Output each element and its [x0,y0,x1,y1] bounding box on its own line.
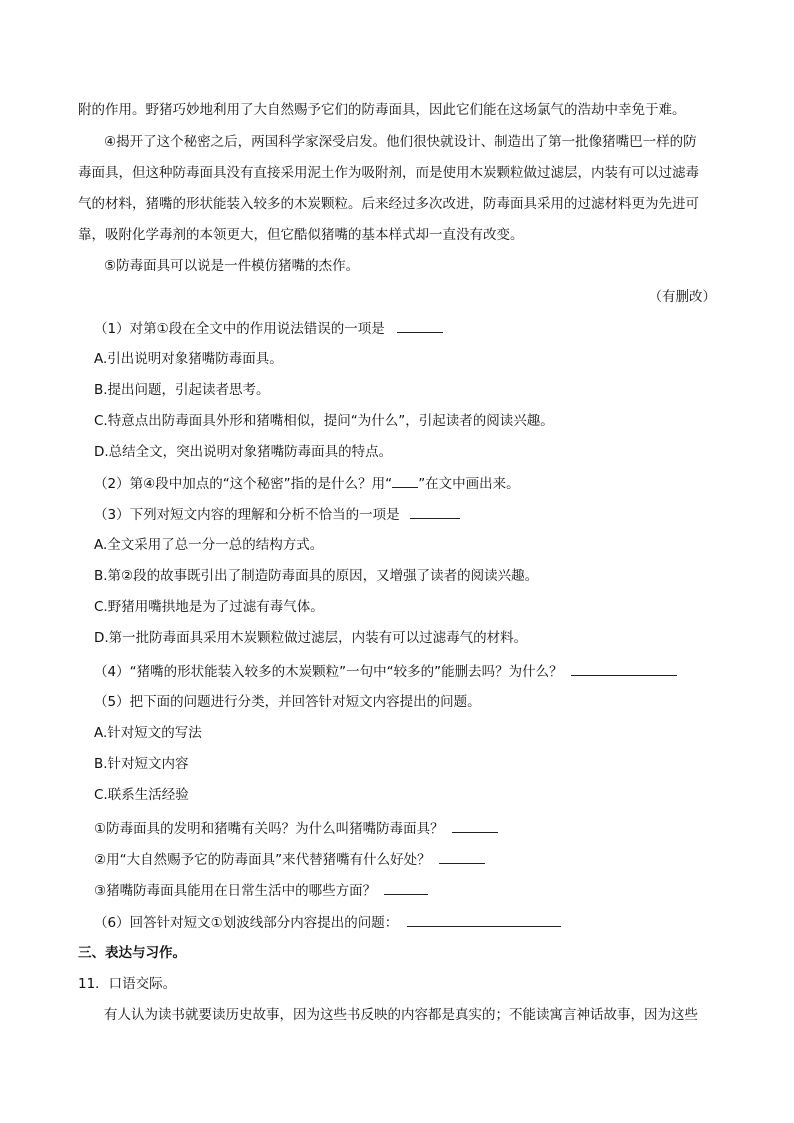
sub-question-2-text: ②用“大自然赐予它的防毒面具”来代替猪嘴有什么好处？ [94,852,431,868]
question-4 [94,661,734,682]
question-3-text: （3）下列对短文内容的理解和分析不恰当的一项是 [94,507,400,523]
question-5: （5）把下面的问题进行分类，并回答针对短文内容提出的问题。 [94,694,481,710]
question-6 [94,912,734,933]
underline-sample [392,473,418,488]
answer-blank-5-1[interactable] [452,818,498,833]
question-1 [94,318,734,339]
answer-blank-5-3[interactable] [384,880,428,895]
question-11-heading: 11．口语交际。 [78,976,177,992]
answer-blank-3[interactable] [410,504,460,519]
category-b: B.针对短文内容 [94,756,189,772]
paragraph-4-line-3: 气的材料，猪嘴的形状能装入较多的木炭颗粒。后来经过多次改进，防毒面具采用的过滤材料更为先进可 [78,196,699,212]
question-3 [94,504,734,525]
question-2-text-b: ”在文中画出来。 [418,476,520,492]
sub-question-3 [94,880,734,901]
option-3d: D.第一批防毒面具采用木炭颗粒做过滤层，内装有可以过滤毒气的材料。 [94,630,528,646]
question-4-text: （4）“猪嘴的形状能装入较多的木炭颗粒”一句中“较多的”能删去吗？为什么？ [94,664,563,680]
sub-question-1-text: ①防毒面具的发明和猪嘴有关吗？为什么叫猪嘴防毒面具？ [94,821,444,837]
option-3b: B.第②段的故事既引出了制造防毒面具的原因，又增强了读者的阅读兴趣。 [94,568,539,584]
paragraph-4-line-4: 靠，吸附化学毒剂的本领更大，但它酷似猪嘴的基本样式却一直没有改变。 [78,227,524,243]
answer-blank-4[interactable] [571,661,677,676]
sub-question-3-text: ③猪嘴防毒面具能用在日常生活中的哪些方面？ [94,883,377,899]
option-1b: B.提出问题，引起读者思考。 [94,382,270,398]
paragraph-4-line-1: ④揭开了这个秘密之后，两国科学家深受启发。他们很快就设计、制造出了第一批像猪嘴巴一样的防 [104,134,697,150]
sub-question-1 [94,818,734,839]
question-2 [94,473,734,494]
answer-blank-1[interactable] [397,318,443,333]
section-3-heading: 三、表达与习作。 [78,945,186,961]
sub-question-2 [94,849,734,870]
option-3c: C.野猪用嘴拱地是为了过滤有毒气体。 [94,599,324,615]
answer-blank-5-2[interactable] [439,849,485,864]
option-1c: C.特意点出防毒面具外形和猪嘴相似，提问“为什么”，引起读者的阅读兴趣。 [94,413,554,429]
category-c: C.联系生活经验 [94,787,189,803]
paragraph-4-line-2: 毒面具，但这种防毒面具没有直接采用泥土作为吸附剂，而是使用木炭颗粒做过滤层，内装有可以过滤毒 [78,165,699,181]
question-6-text: （6）回答针对短文①划波线部分内容提出的问题： [94,915,399,931]
source-note: （有删改） [648,289,716,305]
question-11-prompt: 有人认为读书就要读历史故事，因为这些书反映的内容都是真实的；不能读寓言神话故事，因为这些 [104,1007,698,1023]
question-2-text-a: （2）第④段中加点的“这个秘密”指的是什么？用“ [94,476,393,492]
question-1-text: （1）对第①段在全文中的作用说法错误的一项是 [94,321,385,337]
option-3a: A.全文采用了总一分一总的结构方式。 [94,537,324,553]
option-1a: A.引出说明对象猪嘴防毒面具。 [94,351,283,367]
option-1d: D.总结全文，突出说明对象猪嘴防毒面具的特点。 [94,444,393,460]
paragraph-5: ⑤防毒面具可以说是一件模仿猪嘴的杰作。 [104,258,360,274]
paragraph-3-end: 附的作用。野猪巧妙地利用了大自然赐予它们的防毒面具，因此它们能在这场氯气的浩劫中幸免于难。 [78,102,686,118]
category-a: A.针对短文的写法 [94,725,202,741]
answer-blank-6[interactable] [407,912,561,927]
